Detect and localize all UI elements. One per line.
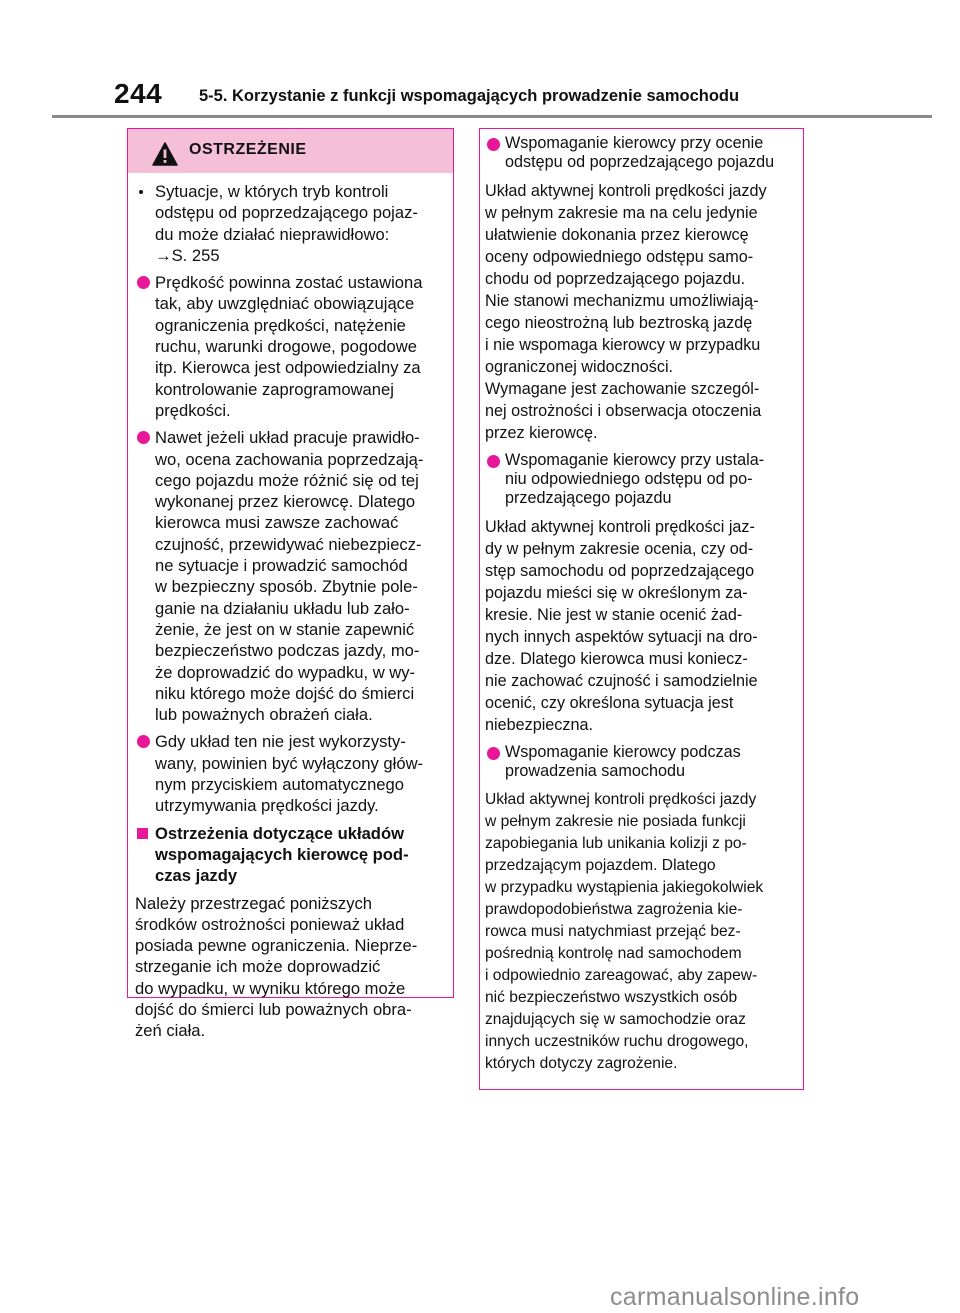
section-body-line: Układ aktywnej kontroli prędkości jaz-: [485, 518, 755, 536]
section-heading-line: Wspomaganie kierowcy przy ocenie: [505, 134, 764, 152]
warning-title: OSTRZEŻENIE: [189, 141, 307, 158]
warning-item-line: utrzymywania prędkości jazdy.: [155, 796, 379, 816]
warning-item-line: Prędkość powinna zostać ustawiona: [155, 273, 423, 293]
warning-item: [135, 272, 444, 421]
warning-item: [135, 731, 444, 816]
warning-item-line: Nawet jeżeli układ pracuje prawidło-: [155, 428, 420, 448]
section-body-line: w przypadku wystąpienia jakiegokolwiek: [485, 879, 764, 896]
warning-item-line: ne sytuacje i prowadzić samochód: [155, 556, 408, 576]
section-body-line: kresie. Nie jest w stanie ocenić żad-: [485, 606, 743, 624]
section-body-line: przedzającym pojazdem. Dlatego: [485, 857, 716, 874]
section-heading: [485, 451, 797, 508]
section-body-line: i odpowiednio zareagować, aby zapew-: [485, 967, 758, 984]
section-body-line: Układ aktywnej kontroli prędkości jazdy: [485, 791, 757, 808]
warning-item-line: że doprowadzić do wypadku, w wy-: [155, 662, 416, 682]
section-body-line: Nie stanowi mechanizmu umożliwiają-: [485, 292, 759, 310]
bullet-icon: [139, 190, 143, 194]
pink-dot-icon: [137, 735, 150, 748]
subsection-body-line: posiada pewne ograniczenia. Nieprze-: [135, 936, 418, 956]
section-heading-line: przedzającego pojazdu: [505, 489, 672, 507]
warning-item: [135, 181, 444, 266]
info-box: [479, 128, 804, 1090]
section-body: [485, 516, 797, 736]
warning-item-line: czujność, przewidywać niebezpiecz-: [155, 534, 422, 554]
section-body-line: ułatwienie dokonania przez kierowcę: [485, 226, 749, 244]
header-divider: [52, 115, 932, 118]
subsection-body-line: strzeganie ich może doprowadzić: [135, 957, 381, 977]
warning-item-line: →S. 255: [155, 245, 220, 265]
warning-item-line: Sytuacje, w których tryb kontroli: [155, 182, 389, 201]
section-body-line: dy w pełnym zakresie ocenia, czy od-: [485, 540, 754, 558]
warning-item-line: ograniczenia prędkości, natężenie: [155, 315, 406, 335]
section-body-line: Wymagane jest zachowanie szczegól-: [485, 380, 760, 398]
section-body-line: cego nieostrożną lub beztroską jazdę: [485, 314, 753, 332]
warning-item-line: wany, powinien być wyłączony głów-: [155, 753, 424, 773]
subsection-title-line: wspomagających kierowcę pod-: [155, 844, 409, 864]
subsection-body-line: do wypadku, w wyniku którego może: [135, 978, 406, 998]
section-heading-line: odstępu od poprzedzającego pojazdu: [505, 153, 775, 171]
warning-item-line: tak, aby uwzględniać obowiązujące: [155, 294, 415, 314]
section-body-line: oceny odpowiedniego odstępu samo-: [485, 248, 754, 266]
section-body-line: przez kierowcę.: [485, 424, 598, 442]
warning-item-line: w bezpieczny sposób. Zbytnie pole-: [155, 577, 418, 597]
section-body-line: prawdopodobieństwa zagrożenia kie-: [485, 901, 743, 918]
pink-dot-icon: [137, 276, 150, 289]
warning-item-line: kontrolowanie zaprogramowanej: [155, 379, 394, 399]
section-body-line: Układ aktywnej kontroli prędkości jazdy: [485, 182, 767, 200]
warning-item-line: lub poważnych obrażeń ciała.: [155, 705, 373, 725]
section-body-line: nić bezpieczeństwo wszystkich osób: [485, 989, 738, 1006]
section-heading-line: niu odpowiedniego odstępu od po-: [505, 470, 753, 488]
subsection-title: [135, 823, 444, 887]
section-body-line: ocenić, czy określona sytuacja jest: [485, 694, 734, 712]
pink-dot-icon: [487, 138, 500, 151]
info-content: [480, 129, 803, 1075]
section-body-line: i nie wspomaga kierowcy w przypadku: [485, 336, 761, 354]
warning-item-line: niku którego może dojść do śmierci: [155, 683, 415, 703]
section-body-line: rowca musi natychmiast przejąć bez-: [485, 923, 741, 940]
warning-box: [127, 128, 454, 1041]
section-heading: [485, 134, 797, 172]
section-body-line: pojazdu mieści się w określonym za-: [485, 584, 748, 602]
subsection-title-line: Ostrzeżenia dotyczące układów: [155, 823, 404, 843]
section-body-line: których dotyczy zagrożenie.: [485, 1055, 678, 1072]
warning-item-line: wo, ocena zachowania poprzedzają-: [155, 449, 424, 469]
section-heading: [485, 743, 797, 781]
pink-square-icon: [137, 828, 148, 839]
chapter-title: 5-5. Korzystanie z funkcji wspomagających prowadzenie samochodu: [199, 87, 740, 105]
warning-item-line: bezpieczeństwo podczas jazdy, mo-: [155, 641, 420, 661]
section-heading-line: prowadzenia samochodu: [505, 762, 685, 780]
warning-item-line: wykonanej przez kierowcę. Dlatego: [155, 492, 416, 512]
warning-triangle-icon: [152, 142, 178, 166]
warning-item-line: ruchu, warunki drogowe, pogodowe: [155, 337, 417, 357]
subsection-title-line: czas jazdy: [155, 866, 238, 886]
page-number: 244: [114, 78, 163, 109]
section-body-line: nych innych aspektów sytuacji na dro-: [485, 628, 758, 646]
section-body-line: ograniczonej widoczności.: [485, 358, 674, 376]
section-body-line: stęp samochodu od poprzedzającego: [485, 562, 755, 580]
warning-item-line: odstępu od poprzedzającego pojaz-: [155, 203, 418, 223]
section-body-line: dze. Dlatego kierowca musi koniecz-: [485, 650, 748, 668]
section-body-line: chodu od poprzedzającego pojazdu.: [485, 270, 746, 288]
warning-item-line: żenie, że jest on w stanie zapewnić: [155, 619, 415, 639]
warning-header: [128, 129, 453, 173]
warning-item: [135, 427, 444, 725]
pink-dot-icon: [487, 747, 500, 760]
subsection-body-line: środków ostrożności ponieważ układ: [135, 914, 405, 934]
section-body-line: nie zachować czujność i samodzielnie: [485, 672, 758, 690]
warning-item-line: Gdy układ ten nie jest wykorzysty-: [155, 732, 406, 752]
section-body: [485, 789, 797, 1075]
subsection-body-line: Należy przestrzegać poniższych: [135, 893, 373, 913]
warning-item-line: ganie na działaniu układu lub zało-: [155, 598, 410, 618]
section-body-line: pośrednią kontrolę nad samochodem: [485, 945, 742, 962]
section-body-line: nej ostrożności i obserwacja otoczenia: [485, 402, 762, 420]
subsection-body-line: dojść do śmierci lub poważnych obra-: [135, 999, 412, 1019]
warning-item-line: nym przyciskiem automatycznego: [155, 775, 404, 795]
warning-item-line: cego pojazdu może różnić się od tej: [155, 470, 419, 490]
section-body-line: niebezpieczna.: [485, 716, 593, 734]
section-body-line: w pełnym zakresie ma na celu jedynie: [485, 204, 758, 222]
section-body-line: zapobiegania lub unikania kolizji z po-: [485, 835, 747, 852]
subsection-body: [135, 893, 444, 1042]
warning-content: [128, 173, 453, 1042]
section-body-line: w pełnym zakresie nie posiada funkcji: [485, 813, 746, 830]
watermark: carmanualsonline.info: [610, 1283, 860, 1311]
section-body: [485, 180, 797, 444]
warning-item-line: du może działać nieprawidłowo:: [155, 224, 390, 244]
pink-dot-icon: [487, 455, 500, 468]
page-header: [114, 78, 934, 114]
warning-item-line: prędkości.: [155, 400, 231, 420]
section-body-line: innych uczestników ruchu drogowego,: [485, 1033, 749, 1050]
warning-item-line: kierowca musi zawsze zachować: [155, 513, 399, 533]
section-heading-line: Wspomaganie kierowcy przy ustala-: [505, 451, 765, 469]
warning-item-line: itp. Kierowca jest odpowiedzialny za: [155, 358, 421, 378]
pink-dot-icon: [137, 431, 150, 444]
section-heading-line: Wspomaganie kierowcy podczas: [505, 743, 741, 761]
subsection-body-line: żeń ciała.: [135, 1021, 206, 1041]
section-body-line: znajdujących się w samochodzie oraz: [485, 1011, 746, 1028]
